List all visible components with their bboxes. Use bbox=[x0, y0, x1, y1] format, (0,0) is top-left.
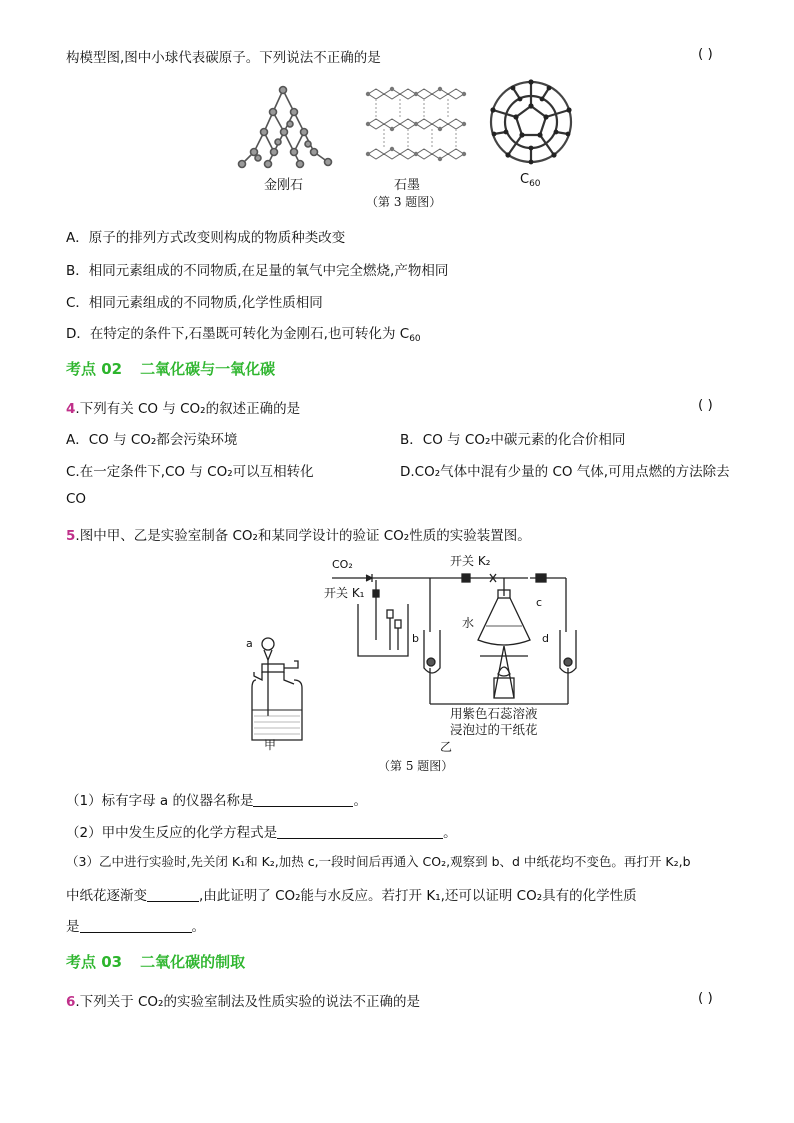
label-switch-k2: 开关 K₂ bbox=[450, 554, 491, 568]
answer-blank-4[interactable] bbox=[80, 919, 192, 933]
label-water: 水 bbox=[462, 616, 475, 630]
section-heading-03: 考点 03 二氧化碳的制取 bbox=[66, 953, 246, 971]
label-jia: 甲 bbox=[264, 738, 277, 752]
q6-answer-paren: ( ) bbox=[698, 990, 713, 1006]
q4-option-d: D.CO₂气体中混有少量的 CO 气体,可用点燃的方法除去 bbox=[400, 464, 730, 480]
answer-blank-1[interactable] bbox=[253, 793, 353, 807]
q4-answer-paren: ( ) bbox=[698, 397, 713, 413]
label-c: c bbox=[536, 596, 543, 609]
label-b: b bbox=[412, 632, 419, 645]
q4-option-d-continued: CO bbox=[66, 491, 87, 507]
q5-part-3-line2: 中纸花逐渐变 ,由此证明了 CO₂能与水反应。若打开 K₁,还可以证明 CO₂具有的化学性质 bbox=[66, 888, 637, 904]
co2-apparatus-diagram bbox=[240, 548, 590, 776]
label-note-line1: 用紫色石蕊溶液 bbox=[450, 706, 538, 721]
q3-answer-paren: ( ) bbox=[698, 46, 713, 62]
label-co2: CO₂ bbox=[332, 558, 353, 571]
graphite-label: 石墨 bbox=[394, 178, 421, 193]
q5-figure-caption: （第 5 题图） bbox=[378, 759, 454, 773]
diamond-structure bbox=[239, 87, 332, 168]
diamond-label: 金刚石 bbox=[264, 178, 304, 193]
flask-c bbox=[478, 578, 530, 698]
q3-figure bbox=[228, 72, 576, 212]
q3-option-a: A．原子的排列方式改变则构成的物质种类改变 bbox=[66, 230, 346, 246]
c60-label: $C_{60}$ bbox=[520, 172, 541, 189]
section-heading-02: 考点 02 二氧化碳与一氧化碳 bbox=[66, 360, 276, 378]
q5-stem: 5.图中甲、乙是实验室制备 CO₂和某同学设计的验证 CO₂性质的实验装置图。 bbox=[66, 528, 531, 544]
label-note-line2: 浸泡过的干纸花 bbox=[450, 722, 538, 737]
answer-blank-3[interactable] bbox=[147, 888, 199, 902]
q5-figure bbox=[240, 548, 590, 776]
c60-structure bbox=[490, 79, 571, 164]
q5-part-3-line1: （3）乙中进行实验时,先关闭 K₁和 K₂,加热 c,一段时间后再通入 CO₂,观察到 b、d 中纸花均不变色。再打开 K₂,b bbox=[66, 854, 691, 869]
label-d: d bbox=[542, 632, 549, 645]
tube-d bbox=[530, 574, 576, 690]
q3-stem: 构模型图,图中小球代表碳原子。下列说法不正确的是 bbox=[66, 50, 381, 66]
q4-option-a: A．CO 与 CO₂都会污染环境 bbox=[66, 432, 238, 448]
apparatus-jia bbox=[252, 638, 302, 740]
q6-stem: 6.下列关于 CO₂的实验室制法及性质实验的说法不正确的是 bbox=[66, 994, 420, 1010]
q3-figure-caption: （第 3 题图） bbox=[366, 195, 442, 209]
graphite-structure bbox=[366, 87, 466, 161]
q3-option-d: D．在特定的条件下,石墨既可转化为金刚石,也可转化为 $C_{60}$ bbox=[66, 326, 421, 344]
q4-option-c: C.在一定条件下,CO 与 CO₂可以互相转化 bbox=[66, 464, 314, 480]
answer-blank-2[interactable] bbox=[277, 825, 443, 839]
q5-part-3-line3: 是 。 bbox=[66, 919, 205, 935]
q5-part-1: （1）标有字母 a 的仪器名称是 。 bbox=[66, 793, 367, 809]
label-a: a bbox=[246, 637, 253, 650]
label-yi: 乙 bbox=[440, 740, 453, 754]
q5-part-2: （2）甲中发生反应的化学方程式是 。 bbox=[66, 825, 457, 841]
q3-option-c: C．相同元素组成的不同物质,化学性质相同 bbox=[66, 295, 323, 311]
tube-b bbox=[424, 578, 476, 690]
q3-option-b: B．相同元素组成的不同物质,在足量的氧气中完全燃烧,产物相同 bbox=[66, 263, 449, 279]
q4-stem: 4.下列有关 CO 与 CO₂的叙述正确的是 bbox=[66, 401, 301, 417]
label-switch-k1: 开关 K₁ bbox=[324, 586, 365, 600]
q4-option-b: B．CO 与 CO₂中碳元素的化合价相同 bbox=[400, 432, 626, 448]
